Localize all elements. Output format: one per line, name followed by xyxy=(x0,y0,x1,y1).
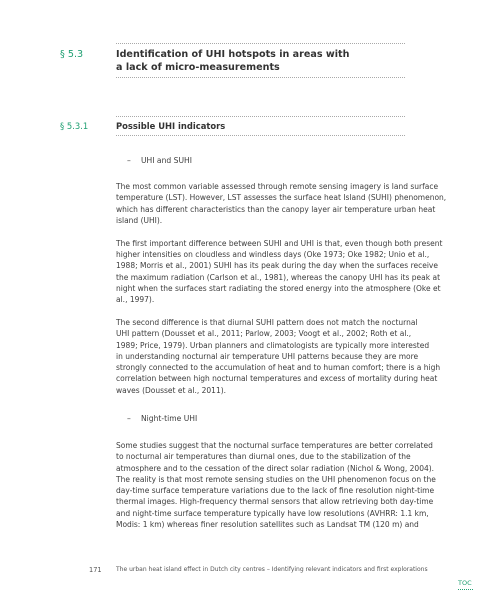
body-text-block xyxy=(116,440,436,542)
section-divider xyxy=(116,77,405,78)
paragraph-first-difference: The first important difference between SUHI and UHI is that, even though both present higher intensities on cloudless and windless days (Oke 1973; Oke 1982; Unio et al., 1988; Morris et al., 2001) SUHI has its peak during the day when the surfaces receive the maximum radiation (Carlson et al., 1981), whereas the canopy UHI has its peak at night when the surfaces start radiating the stored energy into the atmosphere (Oke et al., 1997). xyxy=(116,238,443,305)
paragraph-lst: The most common variable assessed through remote sensing imagery is land surface temperature (LST). However, LST assesses the surface heat Island (SUHI) phenomenon, which has different characteristics than the canopy layer air temperature urban heat island (UHI). xyxy=(116,182,447,225)
dash-marker: – xyxy=(127,156,131,165)
section-title-line-2: a lack of micro-measurements xyxy=(116,61,280,73)
section-number: § 5.3 xyxy=(60,49,84,60)
subsection-number: § 5.3.1 xyxy=(60,121,89,131)
toc-link[interactable]: TOC xyxy=(458,579,472,587)
dash-marker: – xyxy=(127,414,131,423)
bullet-night-time-uhi xyxy=(127,414,197,423)
section-title xyxy=(116,49,349,74)
page-number: 171 xyxy=(89,566,102,574)
subsection-title: Possible UHI indicators xyxy=(116,121,226,131)
running-footer-title: The urban heat island effect in Dutch city centres – Identifying relevant indicators and first explorations xyxy=(116,566,428,573)
section-divider xyxy=(116,43,405,44)
subsection-divider xyxy=(116,135,405,136)
paragraph-second-difference: The second difference is that diurnal SUHI pattern does not match the nocturnal UHI pattern (Dousset et al., 2011; Parlow, 2003; Voogt et al., 2002; Roth et al., 1989; Price, 1979). Urban planners and climatologists are typically more interested in understanding nocturnal air temperature UHI patterns because they are more strongly connected to the accumulation of heat and to human comfort; there is a high correlation between high nocturnal temperatures and excess of mortality during heat waves (Dousset et al., 2011). xyxy=(116,317,441,395)
toc-underline xyxy=(458,589,473,590)
subsection-heading xyxy=(60,121,405,141)
subsection-divider xyxy=(116,116,405,117)
body-text-block xyxy=(116,181,447,408)
bullet-label: UHI and SUHI xyxy=(141,156,192,165)
section-heading xyxy=(60,49,405,89)
bullet-uhi-suhi xyxy=(127,156,192,165)
paragraph-nocturnal-correlation: Some studies suggest that the nocturnal surface temperatures are better correlated to nocturnal air temperatures than diurnal ones, due to the stabilization of the atmosphere and to the cessation of the direct solar radiation (Nichol & Wong, 2004). The reality is that most remote sensing studies on the UHI phenomenon focus on the day-time surface temperature variations due to the lack of fine resolution night-time thermal images. High-frequency thermal sensors that allow retrieving both day-time and night-time surface temperature typically have low resolutions (AVHRR: 1.1 km, Modis: 1 km) whereas finer resolution satellites such as Landsat TM (120 m) and xyxy=(116,441,436,530)
bullet-label: Night-time UHI xyxy=(141,414,198,423)
section-title-line-1: Identification of UHI hotspots in areas with xyxy=(116,49,350,60)
